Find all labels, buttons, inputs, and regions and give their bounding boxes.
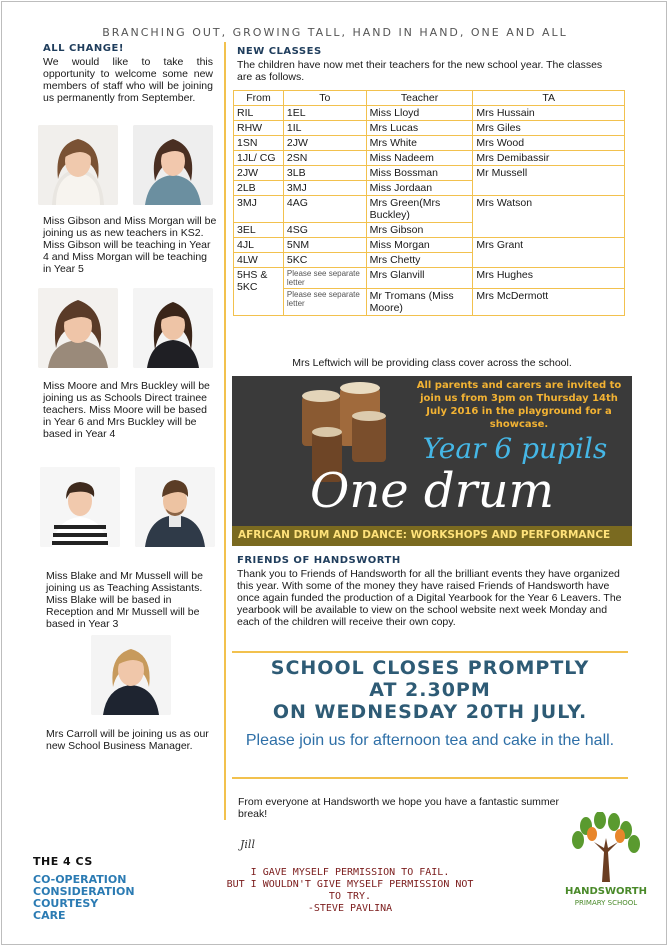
- logo-sub: PRIMARY SCHOOL: [574, 899, 638, 907]
- cell-from: 4JL: [234, 238, 284, 253]
- banner-invite: All parents and carers are invited to join us from 3pm on Thursday 14th July 2016 in the playground for a showcase.: [416, 380, 622, 430]
- new-classes-heading: NEW CLASSES: [237, 46, 322, 57]
- notice-top-rule: [232, 651, 628, 653]
- caption-carroll: Mrs Carroll will be joining us as our new School Business Manager.: [46, 728, 209, 752]
- cell-teacher: Mrs White: [366, 136, 473, 151]
- cover-note: Mrs Leftwich will be providing class cover across the school.: [292, 357, 572, 369]
- school-logo: [556, 812, 656, 912]
- caption-moore-buckley: Miss Moore and Mrs Buckley will be joining us as Schools Direct trainee teachers. Miss Moore will be based in Year 6 and Mrs Buckley will be based in Year 4: [43, 380, 210, 440]
- staff-photo-blake: [40, 467, 120, 547]
- quote-block: [200, 867, 500, 915]
- cell-to: 4AG: [283, 196, 366, 223]
- cell-from: 2JW: [234, 166, 284, 181]
- cell-to: 5KC: [283, 253, 366, 268]
- notice-bottom-rule: [232, 777, 628, 779]
- caption-gibson-morgan: Miss Gibson and Miss Morgan will be joining us as new teachers in KS2. Miss Gibson will be teaching in Year 4 and Miss Morgan will be teaching in Year 5: [43, 215, 217, 275]
- friends-heading: FRIENDS OF HANDSWORTH: [237, 555, 401, 566]
- staff-photo-carroll: [91, 635, 171, 715]
- cell-to-note: Please see separate letter: [283, 268, 366, 289]
- cell-to: 2JW: [283, 136, 366, 151]
- one-drum-banner: [232, 376, 632, 546]
- logo-name: HANDSWORTH: [565, 886, 647, 897]
- cs-item: COURTESY: [33, 897, 99, 910]
- cell-teacher: Miss Nadeem: [366, 151, 473, 166]
- column-divider: [224, 42, 226, 820]
- cell-from: 3MJ: [234, 196, 284, 223]
- four-cs-heading: THE 4 CS: [33, 855, 93, 868]
- four-cs-list: [33, 874, 135, 922]
- closing-line-3: ON WEDNESDAY 20TH JULY.: [272, 701, 588, 723]
- staff-photo-buckley: [133, 288, 213, 368]
- cell-teacher: Mrs Glanvill: [366, 268, 473, 289]
- table-row: [234, 238, 625, 253]
- new-classes-intro: The children have now met their teachers for the new school year. The classes are as follows.: [237, 59, 603, 83]
- cell-teacher: Mrs Green(Mrs Buckley): [366, 196, 473, 223]
- staff-photo-moore: [38, 288, 118, 368]
- col-header-from: From: [234, 91, 284, 106]
- all-change-heading: ALL CHANGE!: [43, 43, 124, 54]
- tree-hands-icon: [556, 812, 656, 884]
- cell-from: 5HS & 5KC: [234, 268, 284, 316]
- table-row: [234, 151, 625, 166]
- farewell-text: From everyone at Handsworth we hope you have a fantastic summer break!: [238, 796, 559, 820]
- closing-notice: [232, 657, 628, 751]
- cell-to-note: Please see separate letter: [283, 289, 366, 316]
- banner-year: Year 6 pupils: [422, 432, 608, 465]
- table-row: [234, 268, 625, 289]
- table-row: [234, 289, 625, 316]
- table-row: [234, 106, 625, 121]
- cell-from: 3EL: [234, 223, 284, 238]
- all-change-intro: We would like to take this opportunity to welcome some new members of staff who will be joining us permanently from September.: [43, 56, 213, 104]
- closing-line-1: SCHOOL CLOSES PROMPTLY: [270, 657, 590, 679]
- table-row: [234, 166, 625, 181]
- cell-teacher: Miss Morgan: [366, 238, 473, 253]
- cell-to: 3MJ: [283, 181, 366, 196]
- staff-photo-morgan: [133, 125, 213, 205]
- cell-ta: Mrs Demibassir: [473, 151, 625, 166]
- col-header-to: To: [283, 91, 366, 106]
- quote-line-2: BUT I WOULDN'T GIVE MYSELF PERMISSION NOT: [226, 879, 474, 890]
- cell-to: 4SG: [283, 223, 366, 238]
- cell-to: 1EL: [283, 106, 366, 121]
- school-motto: BRANCHING OUT, GROWING TALL, HAND IN HAND, ONE AND ALL: [102, 26, 568, 39]
- quote-author: -STEVE PAVLINA: [307, 903, 393, 914]
- table-row: [234, 136, 625, 151]
- cell-from: 1JL/ CG: [234, 151, 284, 166]
- cell-from: RIL: [234, 106, 284, 121]
- cell-ta: Mrs McDermott: [473, 289, 625, 316]
- cell-from: 1SN: [234, 136, 284, 151]
- table-header-row: [234, 91, 625, 106]
- cell-ta: Mrs Giles: [473, 121, 625, 136]
- staff-photo-mussell: [135, 467, 215, 547]
- cell-to: 2SN: [283, 151, 366, 166]
- classes-table: [233, 90, 625, 316]
- caption-blake-mussell: Miss Blake and Mr Mussell will be joining us as Teaching Assistants. Miss Blake will be based in Reception and Mr Mussell will be based in Year 3: [46, 570, 203, 630]
- cs-item: CO-OPERATION: [33, 873, 127, 886]
- cell-ta: Mrs Watson: [473, 196, 625, 238]
- table-row: [234, 196, 625, 223]
- banner-title: One drum: [309, 463, 555, 519]
- cell-teacher: Mr Tromans (Miss Moore): [366, 289, 473, 316]
- cell-from: RHW: [234, 121, 284, 136]
- cell-to: 1IL: [283, 121, 366, 136]
- cell-ta: Mrs Hughes: [473, 268, 625, 289]
- signature: Jill: [240, 838, 255, 851]
- cs-item: CARE: [33, 909, 66, 922]
- cell-from: 4LW: [234, 253, 284, 268]
- cell-to: 3LB: [283, 166, 366, 181]
- closing-sub: Please join us for afternoon tea and cake in the hall.: [245, 732, 615, 749]
- staff-photo-gibson: [38, 125, 118, 205]
- quote-line-1: I GAVE MYSELF PERMISSION TO FAIL.: [250, 867, 450, 878]
- cs-item: CONSIDERATION: [33, 885, 135, 898]
- banner-footer: AFRICAN DRUM AND DANCE: WORKSHOPS AND PERFORMANCE: [238, 529, 611, 541]
- table-row: [234, 121, 625, 136]
- col-header-teacher: Teacher: [366, 91, 473, 106]
- cell-teacher: Miss Bossman: [366, 166, 473, 181]
- closing-line-2: AT 2.30PM: [369, 679, 491, 701]
- cell-to: 5NM: [283, 238, 366, 253]
- col-header-ta: TA: [473, 91, 625, 106]
- cell-ta: Mrs Grant: [473, 238, 625, 268]
- cell-teacher: Mrs Gibson: [366, 223, 473, 238]
- quote-line-3: TO TRY.: [328, 891, 372, 902]
- cell-teacher: Miss Jordaan: [366, 181, 473, 196]
- cell-teacher: Mrs Lucas: [366, 121, 473, 136]
- cell-teacher: Miss Lloyd: [366, 106, 473, 121]
- cell-from: 2LB: [234, 181, 284, 196]
- cell-ta: Mrs Hussain: [473, 106, 625, 121]
- cell-ta: Mrs Wood: [473, 136, 625, 151]
- cell-teacher: Mrs Chetty: [366, 253, 473, 268]
- friends-text: Thank you to Friends of Handsworth for all the brilliant events they have organized this year. With some of the money they have raised Friends of Handsworth have once again funded the production of a Digital Yearbook for the Year 6 Leavers. The yearbook will be available to view on the school website next week Monday and each of the children will receive their own copy.: [237, 568, 622, 628]
- cell-ta: Mr Mussell: [473, 166, 625, 196]
